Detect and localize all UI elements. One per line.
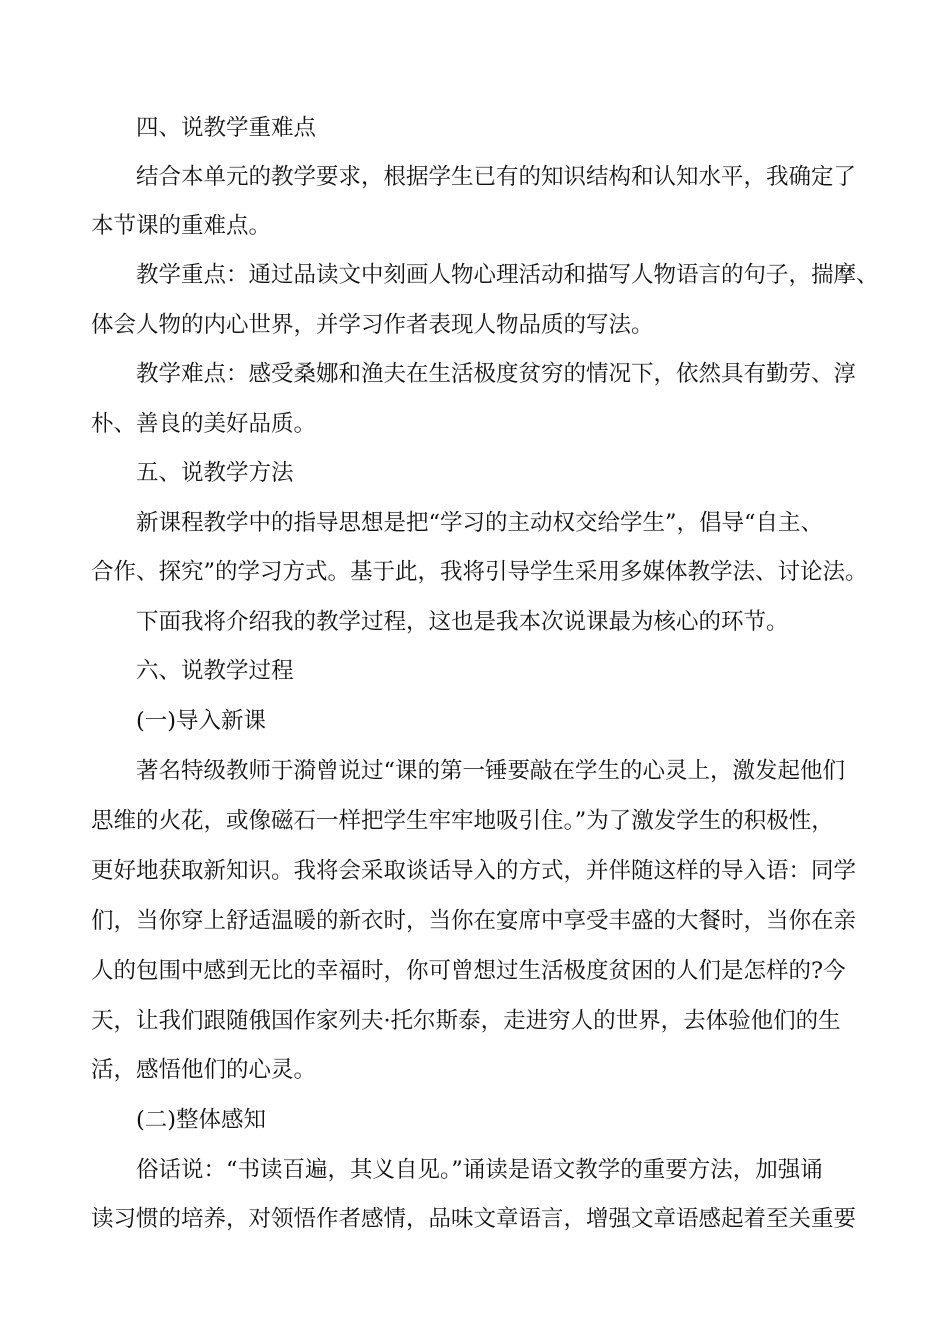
subheading-2: (二)整体感知 (136, 1107, 267, 1133)
paragraph-line: 活，感悟他们的心灵。 (91, 1057, 317, 1083)
paragraph-line: 思维的火花，或像磁石一样把学生牢牢地吸引住。”为了激发学生的积极性， (91, 808, 834, 834)
paragraph-line: 读习惯的培养，对领悟作者感情，品味文章语言，增强文章语感起着至关重要 (91, 1206, 857, 1232)
paragraph-line: 著名特级教师于漪曾说过“课的第一锤要敲在学生的心灵上，激发起他们 (136, 758, 846, 784)
heading-section-4: 四、说教学重难点 (136, 115, 317, 141)
paragraph-line: 教学难点：感受桑娜和渔夫在生活极度贫穷的情况下，依然具有勤劳、淳 (136, 361, 857, 387)
paragraph-line: 俗话说：“书读百遍，其义自见。”诵读是语文教学的重要方法，加强诵 (136, 1157, 823, 1183)
paragraph-line: 新课程教学中的指导思想是把“学习的主动权交给学生”，倡导“自主、 (136, 510, 824, 536)
paragraph-line: 天，让我们跟随俄国作家列夫·托尔斯泰，走进穷人的世界，去体验他们的生 (91, 1008, 841, 1034)
paragraph-line: 们，当你穿上舒适温暖的新衣时，当你在宴席中享受丰盛的大餐时，当你在亲 (91, 908, 857, 934)
heading-section-6: 六、说教学过程 (136, 658, 294, 684)
subheading-1: (一)导入新课 (136, 708, 267, 734)
paragraph-line: 本节课的重难点。 (91, 213, 272, 239)
paragraph-line: 朴、善良的美好品质。 (91, 411, 317, 437)
paragraph-line: 体会人物的内心世界，并学习作者表现人物品质的写法。 (91, 312, 654, 338)
paragraph-line: 下面我将介绍我的教学过程，这也是我本次说课最为核心的环节。 (136, 609, 789, 635)
paragraph-line: 结合本单元的教学要求，根据学生已有的知识结构和认知水平，我确定了 (136, 164, 857, 190)
paragraph-line: 合作、探究”的学习方式。基于此，我将引导学生采用多媒体教学法、讨论法。 (91, 559, 868, 585)
paragraph-line: 人的包围中感到无比的幸福时，你可曾想过生活极度贫困的人们是怎样的?今 (91, 958, 846, 984)
heading-section-5: 五、说教学方法 (136, 460, 294, 486)
paragraph-line: 教学重点：通过品读文中刻画人物心理活动和描写人物语言的句子，揣摩、 (136, 262, 879, 288)
paragraph-line: 更好地获取新知识。我将会采取谈话导入的方式，并伴随这样的导入语：同学 (91, 858, 857, 884)
